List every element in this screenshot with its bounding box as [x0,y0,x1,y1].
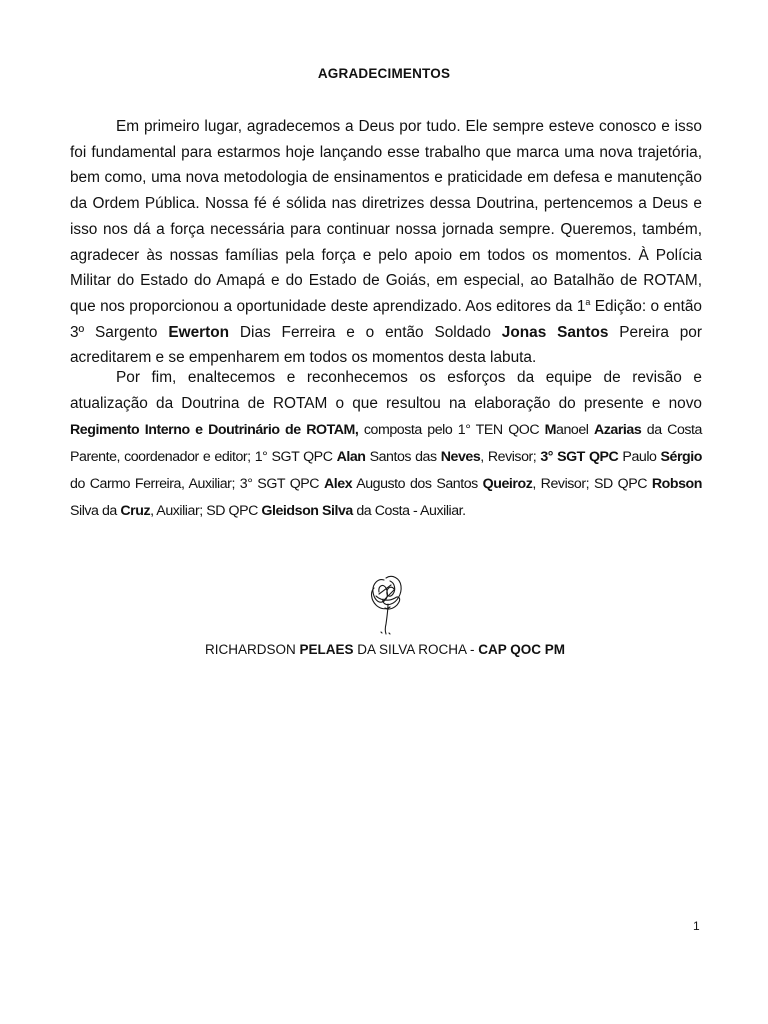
bold-name: 3° SGT QPC [540,449,619,466]
superscript: a [585,296,591,307]
bold-name: Sérgio [660,449,702,466]
paragraph-text: Paulo [618,449,661,466]
bold-name: Cruz [120,502,151,519]
team-list [70,422,702,518]
paragraph-text: Por fim, enaltecemos e reconhecemos os esforços da equipe de revisão e atualização da Doutrina de ROTAM o que resultou na elaboração do presente e novo [70,369,702,412]
paragraph-text: da Costa Parente, coordenador e editor; 1° SGT QPC [70,422,702,466]
page-title: AGRADECIMENTOS [317,66,451,81]
bold-name: Azarias [593,422,642,439]
signer-text: DA SILVA ROCHA - [353,642,479,657]
paragraph-text: , Auxiliar; SD QPC [150,502,262,519]
acknowledgement-paragraph-2 [70,365,702,524]
signer-bold: PELAES [299,642,354,657]
paragraph-text: da Costa - Auxiliar. [352,502,466,519]
paragraph-text: , Revisor; SD QPC [532,475,652,492]
bold-name: Robson [651,475,702,492]
bold-name: Alan [336,449,366,466]
paragraph-text: Pereira por acreditarem e se empenharem em todos os momentos desta labuta. [70,323,702,367]
acknowledgement-paragraph-1 [70,114,702,371]
bold-name: Ewerton [168,323,230,341]
paragraph-text: Edição: o então 3º Sargento [70,297,702,341]
handwritten-signature [364,572,410,638]
paragraph-text: do Carmo Ferreira, Auxiliar; 3° SGT QPC [70,475,324,492]
paragraph-text: Silva da [70,502,121,519]
signer-name [0,642,768,657]
bold-name: Alex [323,475,353,492]
paragraph-text: Santos das [365,449,441,466]
paragraph-text: composta pelo 1° TEN QOC [358,422,545,439]
page-number: 1 [693,919,700,933]
bold-name: Neves [440,449,481,466]
paragraph-text: Augusto dos Santos [352,475,483,492]
paragraph-text: anoel [556,422,594,439]
paragraph-text: , Revisor; [480,449,541,466]
bold-name: Jonas Santos [501,323,609,341]
bold-name: Gleidson Silva [261,502,353,519]
signer-rank: CAP QOC PM [478,642,566,657]
signer-text: RICHARDSON [204,642,300,657]
paragraph-text: Em primeiro lugar, agradecemos a Deus por tudo. Ele sempre esteve conosco e isso foi fundamental para estarmos hoje lançando esse trabalho que marca uma nova trajetória, bem como, uma nova metodologia de ensinamentos e praticidade em defesa e manutenção da Ordem Pública. Nossa fé é sólida nas diretrizes dessa Doutrina, pertencemos a Deus e isso nos dá a força necessária para continuar nossa jornada sempre. Queremos, também, agradecer às nossas famílias pela força e pelo apoio em todos os momentos. À Polícia Militar do Estado do Amapá e do Estado de Goiás, em especial, ao Batalhão de ROTAM, que nos proporcionou a oportunidade deste aprendizado. Aos editores da 1 [70,118,702,315]
bold-name: Queiroz [482,475,533,492]
paragraph-text: Dias Ferreira e o então Soldado [229,323,502,341]
bold-name: M [544,422,557,439]
bold-name: Regimento Interno e Doutrinário de ROTAM, [70,422,359,439]
